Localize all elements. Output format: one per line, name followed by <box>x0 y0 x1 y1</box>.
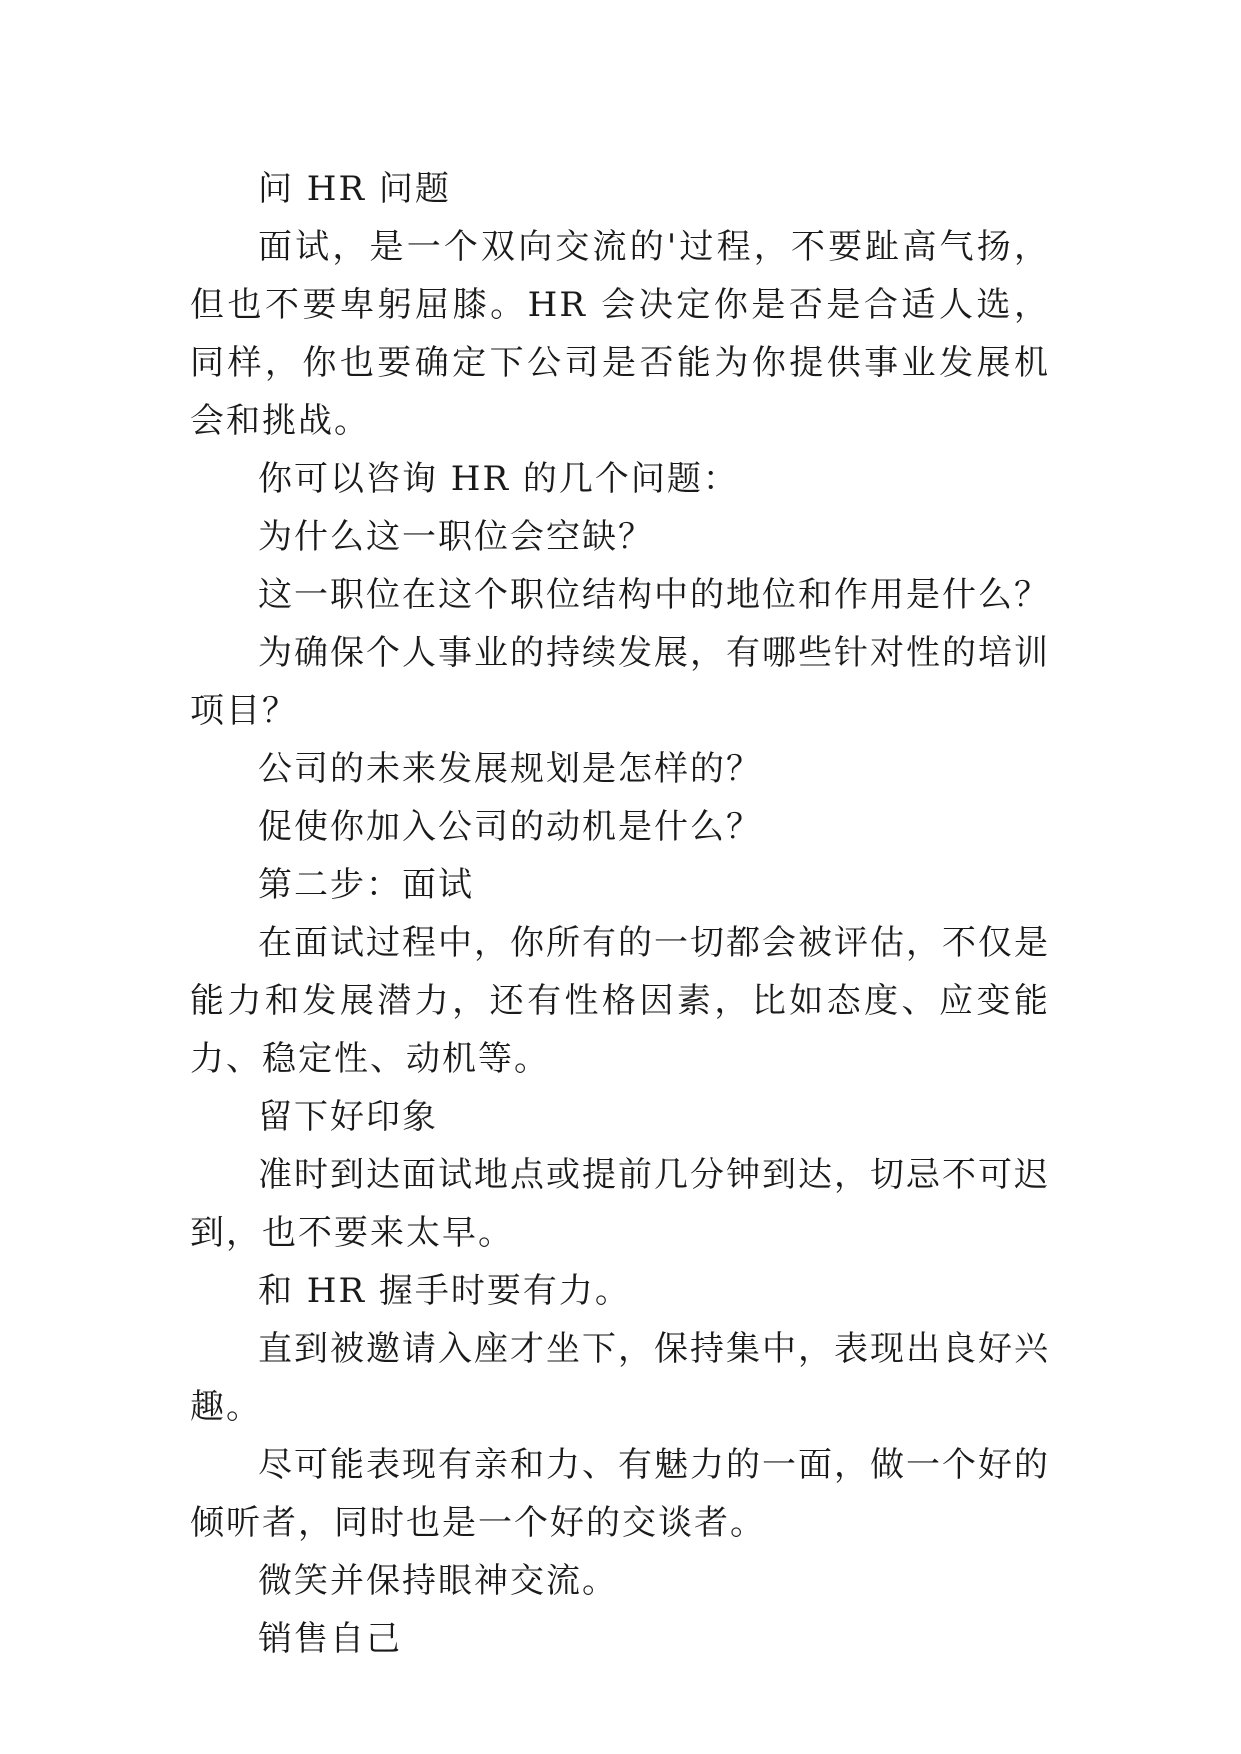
paragraph-evaluation: 在面试过程中，你所有的一切都会被评估，不仅是能力和发展潜力，还有性格因素，比如态度、应变能力、稳定性、动机等。 <box>190 923 1050 1079</box>
paragraph-two-way-interview: 面试，是一个双向交流的'过程，不要趾高气扬，但也不要卑躬屈膝。HR 会决定你是否是合适人选，同样，你也要确定下公司是否能为你提供事业发展机会和挑战。 <box>190 227 1050 441</box>
document-body <box>190 160 1050 1668</box>
question-motivation: 促使你加入公司的动机是什么？ <box>258 807 762 847</box>
heading-sell-yourself: 销售自己 <box>258 1619 402 1659</box>
tip-listener: 尽可能表现有亲和力、有魅力的一面，做一个好的倾听者，同时也是一个好的交谈者。 <box>190 1445 1050 1543</box>
heading-good-impression: 留下好印象 <box>258 1097 438 1137</box>
tip-seating: 直到被邀请入座才坐下，保持集中，表现出良好兴趣。 <box>190 1329 1050 1427</box>
question-company-plan: 公司的未来发展规划是怎样的？ <box>258 749 762 789</box>
question-role-position: 这一职位在这个职位结构中的地位和作用是什么？ <box>258 575 1050 615</box>
heading-step-two: 第二步：面试 <box>258 865 474 905</box>
paragraph-questions-intro: 你可以咨询 HR 的几个问题： <box>258 459 739 499</box>
question-vacancy: 为什么这一职位会空缺？ <box>258 517 654 557</box>
tip-punctuality: 准时到达面试地点或提前几分钟到达，切忌不可迟到，也不要来太早。 <box>190 1155 1050 1253</box>
tip-handshake: 和 HR 握手时要有力。 <box>258 1271 631 1311</box>
tip-eye-contact: 微笑并保持眼神交流。 <box>258 1561 618 1601</box>
question-training: 为确保个人事业的持续发展，有哪些针对性的培训项目？ <box>190 633 1050 731</box>
heading-ask-hr: 问 HR 问题 <box>258 169 451 209</box>
